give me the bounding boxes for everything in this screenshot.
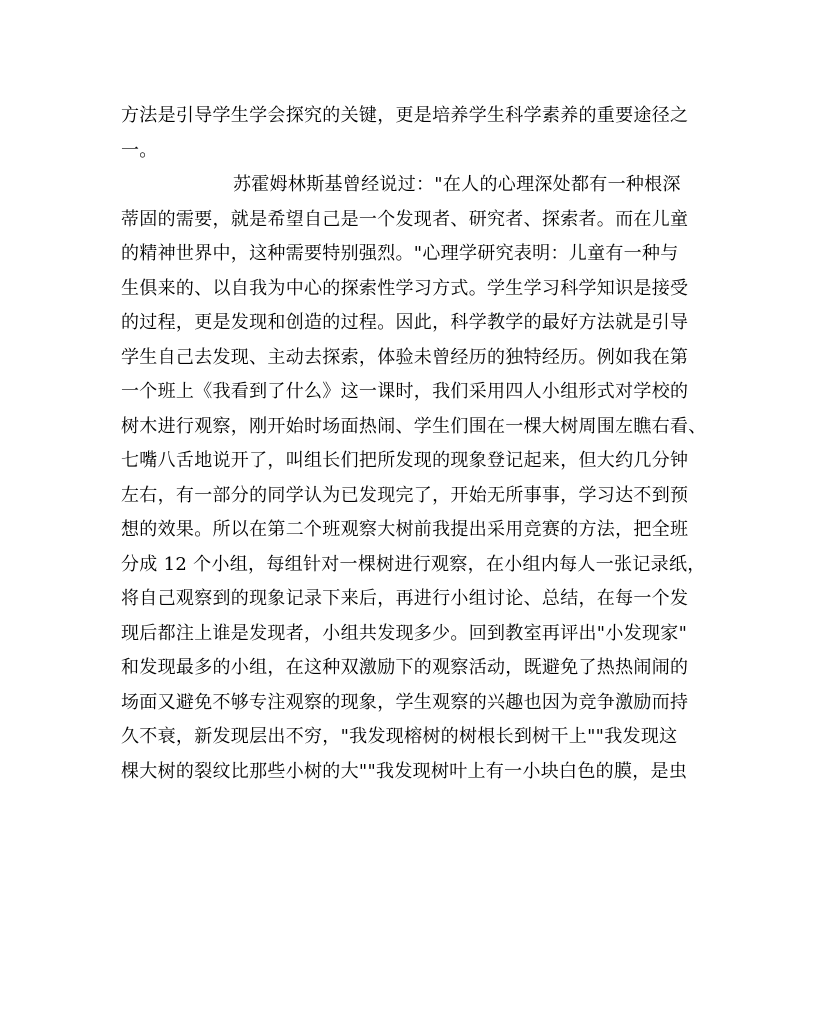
text-line: 方法是引导学生学会探究的关键，更是培养学生科学素养的重要途径之 — [121, 105, 689, 126]
text-line: 想的效果。所以在第二个班观察大树前我提出采用竞赛的方法，把全班 — [121, 519, 689, 540]
text-line: 一个班上《我看到了什么》这一课时，我们采用四人小组形式对学校的 — [121, 381, 689, 402]
text-line: 蒂固的需要，就是希望自己是一个发现者、研究者、探索者。而在儿童 — [121, 208, 689, 230]
text-line: 棵大树的裂纹比那些小树的大""我发现树叶上有一小块白色的膜，是虫 — [121, 760, 688, 782]
text-line: 将自己观察到的现象记录下来后，再进行小组讨论、总结，在每一个发 — [121, 588, 689, 609]
text-line: 的过程，更是发现和创造的过程。因此，科学教学的最好方法就是引导 — [121, 312, 689, 333]
text-line: 左右，有一部分的同学认为已发现完了，开始无所事事，学习达不到预 — [121, 484, 689, 506]
text-line: 久不衰，新发现层出不穷，"我发现榕树的树根长到树干上""我发现这 — [121, 726, 678, 747]
text-line: 学生自己去发现、主动去探索，体验未曾经历的独特经历。例如我在第 — [121, 346, 689, 368]
text-line: 分成 12 个小组，每组针对一棵树进行观察，在小组内每人一张记录纸， — [121, 553, 706, 575]
paragraph-first-line: 苏霍姆林斯基曾经说过："在人的心理深处都有一种根深 — [233, 174, 681, 195]
text-line: 一。 — [121, 139, 158, 161]
text-line: 现后都注上谁是发现者，小组共发现多少。回到教室再评出"小发现家" — [121, 622, 688, 644]
text-line: 树木进行观察，刚开始时场面热闹、学生们围在一棵大树周围左瞧右看、 — [121, 415, 707, 437]
text-line: 的精神世界中，这种需要特别强烈。"心理学研究表明：儿童有一种与 — [121, 243, 679, 264]
text-line: 七嘴八舌地说开了，叫组长们把所发现的现象登记起来，但大约几分钟 — [121, 450, 689, 471]
text-line: 和发现最多的小组，在这种双激励下的观察活动，既避免了热热闹闹的 — [121, 657, 689, 678]
text-line: 生俱来的、以自我为中心的探索性学习方式。学生学习科学知识是接受 — [121, 277, 689, 299]
body-text — [121, 99, 707, 789]
text-line: 场面又避免不够专注观察的现象，学生观察的兴趣也因为竞争激励而持 — [121, 691, 689, 713]
